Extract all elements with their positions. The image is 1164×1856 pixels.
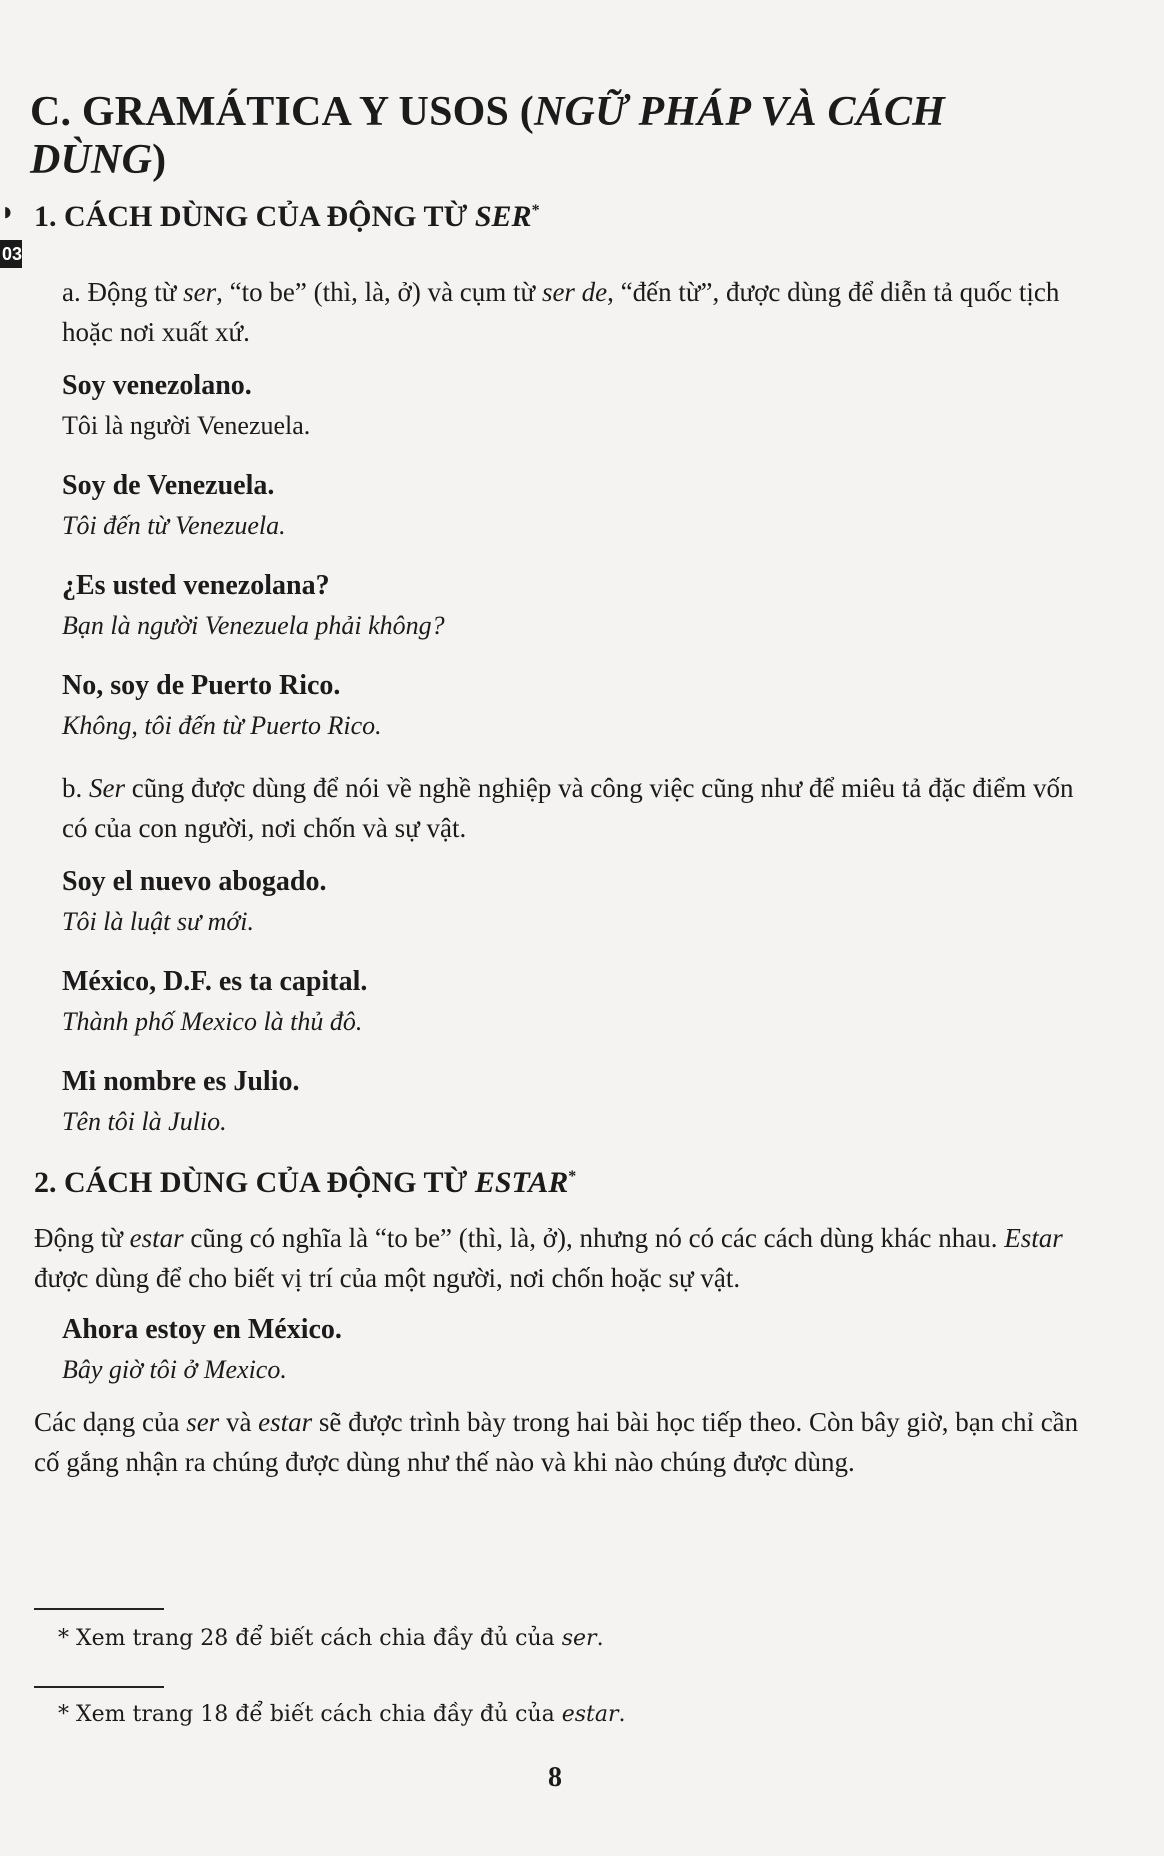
- example-spanish: Mi nombre es Julio.: [62, 1066, 300, 1097]
- example-translation: Bây giờ tôi ở Mexico.: [62, 1355, 287, 1384]
- example-spanish: Soy el nuevo abogado.: [62, 866, 327, 897]
- example-6: [62, 962, 367, 1042]
- example-translation: Không, tôi đến từ Puerto Rico.: [62, 711, 382, 740]
- paragraph-b: b. Ser cũng được dùng để nói về nghề nghiệp và công việc cũng như để miêu tả đặc điểm vốn có của con người, nơi chốn và sự vật.: [62, 773, 1074, 843]
- example-4: [62, 666, 382, 746]
- footnote-rule: [34, 1608, 164, 1610]
- section-1-title: 1. CÁCH DÙNG CỦA ĐỘNG TỪ SER*: [34, 200, 540, 233]
- footnote-2: * Xem trang 18 để biết cách chia đầy đủ của estar.: [58, 1702, 626, 1727]
- section-2-title: 2. CÁCH DÙNG CỦA ĐỘNG TỪ ESTAR*: [34, 1166, 577, 1199]
- example-translation: Thành phố Mexico là thủ đô.: [62, 1007, 363, 1036]
- example-spanish: Ahora estoy en México.: [62, 1314, 342, 1345]
- example-5: [62, 862, 327, 942]
- audio-icon: ◗: [0, 196, 16, 226]
- footnote-rule: [34, 1686, 164, 1688]
- example-spanish: Soy venezolano.: [62, 370, 252, 401]
- example-translation: Tên tôi là Julio.: [62, 1107, 227, 1136]
- example-spanish: México, D.F. es ta capital.: [62, 966, 368, 997]
- example-translation: Tôi đến từ Venezuela.: [62, 511, 286, 540]
- paragraph-a: a. Động từ ser, “to be” (thì, là, ở) và cụm từ ser de, “đến từ”, được dùng để diễn tả quốc tịch hoặc nơi xuất xứ.: [62, 277, 1060, 347]
- footnote-1: * Xem trang 28 để biết cách chia đầy đủ của ser.: [58, 1626, 604, 1651]
- example-spanish: ¿Es usted venezolana?: [62, 570, 330, 601]
- page-title: C. GRAMÁTICA Y USOS (NGỮ PHÁP VÀ CÁCH DÙNG): [30, 89, 946, 183]
- page-number: 8: [548, 1762, 562, 1793]
- example-7: [62, 1062, 299, 1142]
- example-translation: Tôi là luật sư mới.: [62, 907, 255, 936]
- paragraph-estar: Động từ estar cũng có nghĩa là “to be” (thì, là, ở), nhưng nó có các cách dùng khác nhau. Estar được dùng để cho biết vị trí của một người, nơi chốn hoặc sự vật.: [34, 1223, 1063, 1293]
- paragraph-closing: Các dạng của ser và estar sẽ được trình bày trong hai bài học tiếp theo. Còn bây giờ, bạn chỉ cần cố gắng nhận ra chúng được dùng như thế nào và khi nào chúng được dùng.: [34, 1407, 1079, 1477]
- example-spanish: No, soy de Puerto Rico.: [62, 670, 341, 701]
- example-spanish: Soy de Venezuela.: [62, 470, 275, 501]
- example-3: [62, 566, 445, 646]
- example-translation: Tôi là người Venezuela.: [62, 411, 311, 440]
- example-1: [62, 366, 310, 454]
- example-8: [62, 1310, 342, 1390]
- example-2: [62, 466, 286, 546]
- example-translation: Bạn là người Venezuela phải không?: [62, 611, 445, 640]
- track-number-badge: 03: [0, 240, 22, 268]
